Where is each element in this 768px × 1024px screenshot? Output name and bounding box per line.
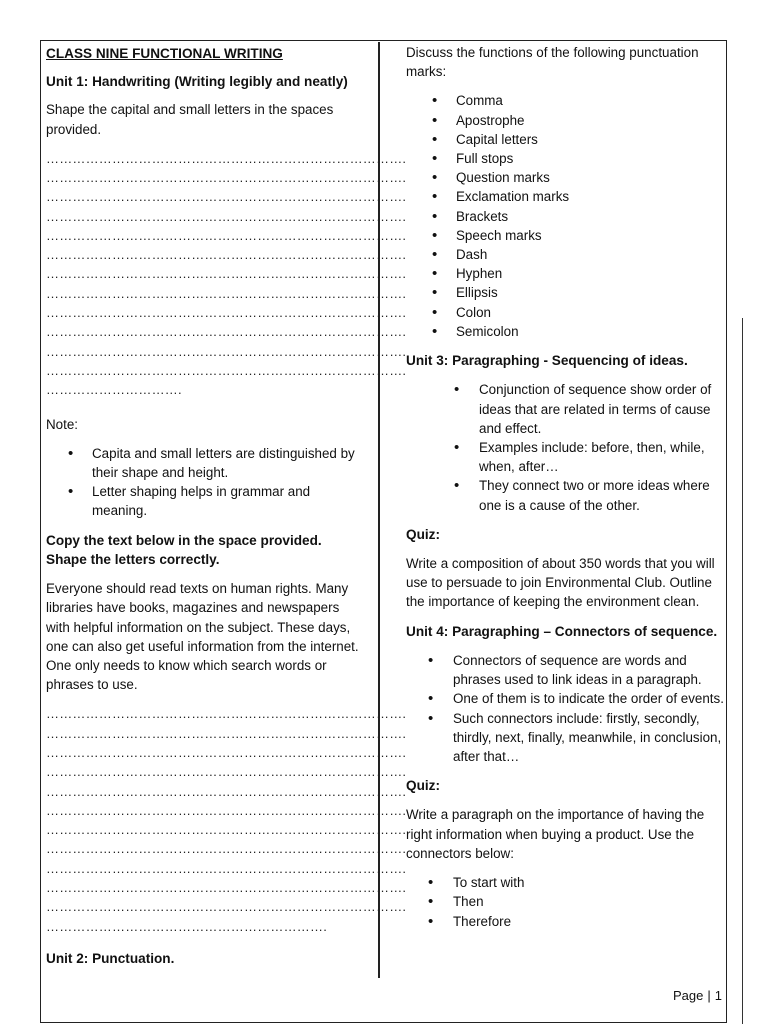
writing-line-short: …………………………. [46,382,182,398]
list-item: • Therefore [406,912,724,931]
list-item: • Dash [406,245,724,264]
list-item: • Brackets [406,207,724,226]
list-item: • Such connectors include: firstly, secondly, thirdly, next, finally, meanwhile, in conclusion, after that… [406,709,724,767]
writing-line: ………………………………………………………………………. [46,266,407,282]
writing-lines-1 [46,149,407,400]
list-item: • Capita and small letters are distinguished by their shape and height. [46,444,364,482]
list-item: • Then [406,892,724,911]
list-item: • Examples include: before, then, while, when, after… [406,438,724,476]
writing-line: ………………………………………………………………………. [46,706,407,722]
page-label: Page [673,988,704,1003]
list-item: • Hyphen [406,264,724,283]
list-item: • Capital letters [406,130,724,149]
unit4-list [406,651,724,766]
writing-line: ………………………………………………………………………. [46,170,407,185]
connectors-list [406,873,724,931]
right-column [406,42,724,931]
writing-line: ………………………………………………………………………. [46,362,407,378]
list-item: • One of them is to indicate the order of events. [406,689,724,708]
quiz1-label: Quiz: [406,526,440,542]
writing-line: ………………………………………………………………………. [46,822,407,838]
note-label: Note: [46,416,79,432]
page-separator: | [707,988,711,1003]
writing-line: ………………………………………………………………………. [46,189,407,205]
unit3-heading: Unit 3: Paragraphing - Sequencing of ideas. [406,353,688,369]
left-column [46,42,407,968]
writing-line: ………………………………………………………………………. [46,783,407,799]
writing-line: ………………………………………………………………………. [46,247,407,263]
writing-line: ………………………………………………………………………. [46,324,407,340]
list-item: • Full stops [406,149,724,168]
unit1-instruction: Shape the capital and small letters in the spaces provided. [46,102,334,137]
writing-line: ………………………………………………………………………. [46,841,407,857]
list-item: • Colon [406,303,724,322]
writing-line: ………………………………………………………………………. [46,764,407,780]
unit3-list [406,380,724,514]
writing-line: ………………………………………………………………………. [46,725,407,741]
writing-line: ………………………………………………………………………. [46,880,407,896]
document-title: CLASS NINE FUNCTIONAL WRITING [46,46,283,61]
writing-line: ………………………………………………………………………. [46,305,407,321]
unit2-heading: Unit 2: Punctuation. [46,950,175,966]
quiz2-label: Quiz: [406,778,440,794]
punctuation-intro: Discuss the functions of the following punctuation marks: [406,45,699,80]
writing-line: ………………………………………………………………………. [46,227,407,243]
margin-line [742,318,743,1024]
writing-line: ………………………………………………………………………. [46,899,407,915]
writing-line: ………………………………………………………………………. [46,285,407,301]
copy-heading: Copy the text below in the space provided. Shape the letters correctly. [46,532,322,567]
list-item: • Question marks [406,168,724,187]
unit4-heading: Unit 4: Paragraphing – Connectors of sequence. [406,623,718,639]
list-item: • Semicolon [406,322,724,341]
page-footer [673,988,722,1003]
note-list [46,444,364,521]
writing-line-short: ………………………………………………………. [46,918,328,934]
writing-line: ………………………………………………………………………. [46,744,407,760]
list-item: • To start with [406,873,724,892]
writing-line: ………………………………………………………………………. [46,150,407,166]
list-item: • Ellipsis [406,283,724,302]
list-item: • Letter shaping helps in grammar and meaning. [46,482,364,520]
writing-line: ………………………………………………………………………. [46,208,407,224]
list-item: • Connectors of sequence are words and phrases used to link ideas in a paragraph. [406,651,724,689]
page-number: 1 [714,988,722,1003]
list-item: • Speech marks [406,226,724,245]
list-item: • They connect two or more ideas where one is a cause of the other. [406,476,724,514]
unit1-heading: Unit 1: Handwriting (Writing legibly and neatly) [46,74,348,89]
writing-lines-2 [46,704,407,936]
list-item: • Apostrophe [406,111,724,130]
quiz1-text: Write a composition of about 350 words that you will use to persuade to join Environmental Club. Outline the importance of keeping the environment clean. [406,556,715,610]
list-item: • Exclamation marks [406,187,724,206]
quiz2-text: Write a paragraph on the importance of having the right information when buying a product. Use the connectors below: [406,807,705,861]
list-item: • Conjunction of sequence show order of ideas that are related in terms of cause and effect. [406,380,724,438]
writing-line: ………………………………………………………………………. [46,343,407,359]
list-item: • Comma [406,91,724,110]
punctuation-list [406,91,724,341]
writing-line: ………………………………………………………………………. [46,860,407,876]
copy-text: Everyone should read texts on human rights. Many libraries have books, magazines and newspapers with helpful information on the subject. These days, one can also get useful information from the internet. One only needs to know which search words or phrases to use. [46,581,359,693]
writing-line: ………………………………………………………………………. [46,802,407,818]
